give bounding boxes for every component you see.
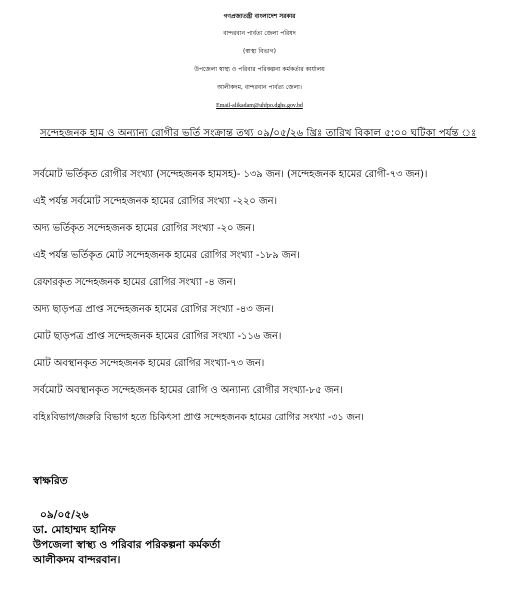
- signature-date: ০৯/০৫/২৬: [40, 509, 89, 521]
- report-item: মোট ছাড়পত্র প্রাপ্ত সন্দেহজনক হামের রোগির সংখ্যা -১১৬ জন।: [33, 331, 282, 342]
- report-item: এই পর্যন্ত সর্বমোট সন্দেহজনক হামের রোগির সংখ্যা -২২০ জন।: [33, 196, 278, 207]
- signed-label: স্বাক্ষরিত: [33, 475, 68, 487]
- department-name: (স্বাস্থ্য বিভাগ): [243, 48, 276, 55]
- report-item: অদ্য ভর্তিকৃত সন্দেহজনক হামের রোগির সংখ্যা -২০ জন।: [33, 223, 255, 234]
- signatory-place: আলীকদম বান্দরবান।: [33, 554, 121, 566]
- report-item: রেফারকৃত সন্দেহজনক হামের রোগির সংখ্যা -৪ জন।: [33, 277, 236, 288]
- government-name: গণপ্রজাতন্ত্রী বাংলাদেশ সরকার: [223, 14, 296, 20]
- report-item: অদ্য ছাড়পত্র প্রাপ্ত সন্দেহজনক হামের রোগির সংখ্যা -৪৩ জন।: [33, 304, 274, 315]
- report-item: মোট অবস্থানকৃত সন্দেহজনক হামের রোগির সংখ্যা-৭৩ জন।: [33, 358, 265, 369]
- subject-line: সন্দেহজনক হাম ও অন্যান্য রোগীর ভর্তি সংক্রান্ত তথ্য ০৯/০৫/২৬ খ্রিঃ তারিখ বিকাল ৫:০০ ঘটিকা পর্যন্ত ঃ: [40, 128, 477, 139]
- report-item: বহিঃবিভাগ/জরুরি বিভাগ হতে চিকিৎসা প্রাপ্ত সন্দেহজনক হামের রোগির সংখ্যা -৩১ জন।: [33, 412, 364, 423]
- council-name: বান্দরবান পার্বত্য জেলা পরিষদ: [223, 30, 296, 37]
- office-name: উপজেলা স্বাস্থ্য ও পরিবার পরিকল্পনা কর্মকর্তার কার্যালয়: [194, 66, 325, 73]
- signatory-name: ডা. মোহাম্মদ হানিফ: [33, 524, 116, 536]
- signatory-title: উপজেলা স্বাস্থ্য ও পরিবার পরিকল্পনা কর্মকর্তা: [33, 539, 221, 551]
- office-address: আলীকদম, বান্দরবান পার্বত্য জেলা।: [217, 84, 302, 91]
- report-item: সর্বমোট অবস্থানকৃত সন্দেহজনক হামের রোগি ও অন্যান্য রোগীর সংখ্যা-৮৫ জন।: [33, 385, 343, 396]
- report-item: সর্বমোট ভর্তিকৃত রোগীর সংখ্যা (সন্দেহজনক হামসহ)- ১৩৯ জন। (সন্দেহজনক হামের রোগী-৭৩ জন)।: [33, 169, 428, 180]
- report-item: এই পর্যন্ত ভর্তিকৃত মোট সন্দেহজনক হামের রোগির সংখ্যা -১৮৯ জন।: [33, 250, 300, 261]
- email-address: Email-alikadam@uhfpo.dghs.gov.bd: [216, 103, 303, 109]
